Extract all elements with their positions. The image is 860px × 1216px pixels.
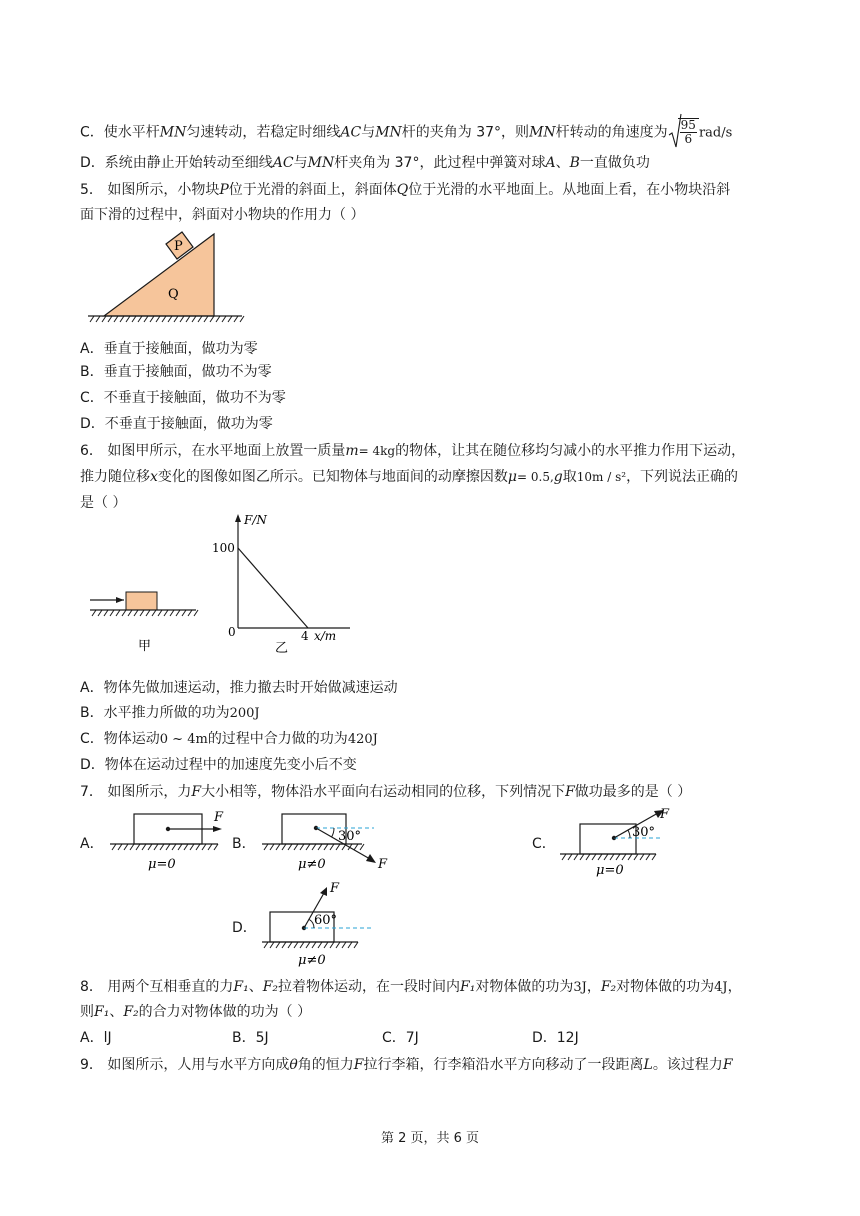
q6-figures xyxy=(82,512,352,662)
q9-stem: 9． 如图所示，人用与水平方向成θ角的恒力F拉行李箱，行李箱沿水平方向移动了一段距离L。该过程力F xyxy=(80,1057,733,1073)
q8-option-a: A．lJ xyxy=(80,1030,112,1046)
q5-option-c: C．不垂直于接触面，做功不为零 xyxy=(80,390,286,406)
q7-label-c: C． xyxy=(532,836,556,852)
svg-text:μ≠0: μ≠0 xyxy=(298,857,326,872)
x-axis-label: x/m xyxy=(314,629,337,643)
svg-text:F: F xyxy=(330,881,340,896)
sqrt-expression: $\frac{95}{6}$ xyxy=(668,115,699,146)
q7-stem: 7． 如图所示，力F大小相等，物体沿水平面向右运动相同的位移，下列情况下F做功最多的是（ ） xyxy=(80,784,692,800)
q5-stem-line2: 面下滑的过程中，斜面对小物块的作用力（ ） xyxy=(80,207,365,223)
force-displacement-chart xyxy=(212,513,350,643)
page-footer: 第 2 页，共 6 页 xyxy=(380,1131,480,1146)
svg-text:60°: 60° xyxy=(314,913,338,928)
label-yi: 乙 xyxy=(275,641,289,656)
q6-option-b: B．水平推力所做的功为200J xyxy=(80,705,260,721)
q8-stem-line2: 则F₁、F₂的合力对物体做的功为（ ） xyxy=(80,1004,312,1020)
q5-option-a: A．垂直于接触面，做功为零 xyxy=(80,341,258,357)
q7-label-d: D． xyxy=(232,920,257,936)
x-tick-4: 4 xyxy=(301,629,309,643)
q4-option-c: C．使水平杆MN匀速转动，若稳定时细线AC与MN杆的夹角为 37°，则MN杆转动的角速度为 $\frac{95}{6}$ rad/s xyxy=(80,117,732,148)
origin-label: 0 xyxy=(228,625,236,639)
q6-option-d: D．物体在运动过程中的加速度先变小后不变 xyxy=(80,757,357,773)
svg-text:30°: 30° xyxy=(338,829,362,844)
q8-stem-line1: 8． 用两个互相垂直的力F₁、F₂拉着物体运动，在一段时间内F₁对物体做的功为3J，F₂对物体做的功为4J， xyxy=(80,979,742,995)
q5-stem-line1: 5． 如图所示，小物块P位于光滑的斜面上，斜面体Q位于光滑的水平地面上。从地面上看，在小物块沿斜 xyxy=(80,182,731,198)
q7-figure-b xyxy=(258,806,398,878)
q7-figure-a xyxy=(106,806,230,876)
y-axis-label: F/N xyxy=(244,513,267,527)
svg-text:μ≠0: μ≠0 xyxy=(298,953,326,968)
q7-figure-c xyxy=(556,806,676,878)
q5-option-d: D．不垂直于接触面，做功为零 xyxy=(80,416,273,432)
radical-sign xyxy=(668,113,682,151)
svg-text:μ=0: μ=0 xyxy=(596,863,624,878)
q4-option-d: D．系统由静止开始转动至细线AC与MN杆夹角为 37°，此过程中弹簧对球A、B一直做负功 xyxy=(80,155,650,171)
label-jia: 甲 xyxy=(138,639,152,654)
ground-hatching-jia xyxy=(92,610,198,616)
q6-stem-line1: 6． 如图甲所示，在水平地面上放置一质量m= 4kg的物体，让其在随位移均匀减小的水平推力作用下运动， xyxy=(80,443,746,459)
q6-stem-line3: 是（ ） xyxy=(80,495,127,511)
label-q: Q xyxy=(168,287,179,302)
q7-label-a: A． xyxy=(80,836,104,852)
svg-text:30°: 30° xyxy=(632,825,656,840)
y-axis-arrow xyxy=(235,514,241,522)
block-jia xyxy=(126,592,157,610)
q6-stem-line2: 推力随位移x变化的图像如图乙所示。已知物体与地面间的动摩擦因数μ= 0.5,g取10m / s²，下列说法正确的 xyxy=(80,469,739,485)
q8-option-b: B．5J xyxy=(232,1030,269,1046)
push-arrowhead xyxy=(116,597,124,603)
svg-text:F: F xyxy=(660,807,670,822)
q7-label-b: B． xyxy=(232,836,256,852)
svg-text:F: F xyxy=(214,810,224,825)
svg-text:μ=0: μ=0 xyxy=(148,857,176,872)
ground-hatching xyxy=(90,316,244,322)
q5-incline-figure xyxy=(82,228,247,328)
svg-text:F: F xyxy=(378,857,388,872)
force-line xyxy=(238,548,308,628)
q8-option-c: C．7J xyxy=(382,1030,419,1046)
q7-figure-d xyxy=(258,878,388,968)
y-tick-100: 100 xyxy=(212,541,235,555)
label-p: P xyxy=(174,239,183,254)
q6-option-a: A．物体先做加速运动，推力撤去时开始做减速运动 xyxy=(80,680,398,696)
incline-block-q xyxy=(104,234,214,316)
q6-option-c: C．物体运动0 ~ 4m的过程中合力做的功为420J xyxy=(80,731,378,747)
q5-option-b: B．垂直于接触面，做功不为零 xyxy=(80,364,272,380)
q8-option-d: D．12J xyxy=(532,1030,579,1046)
